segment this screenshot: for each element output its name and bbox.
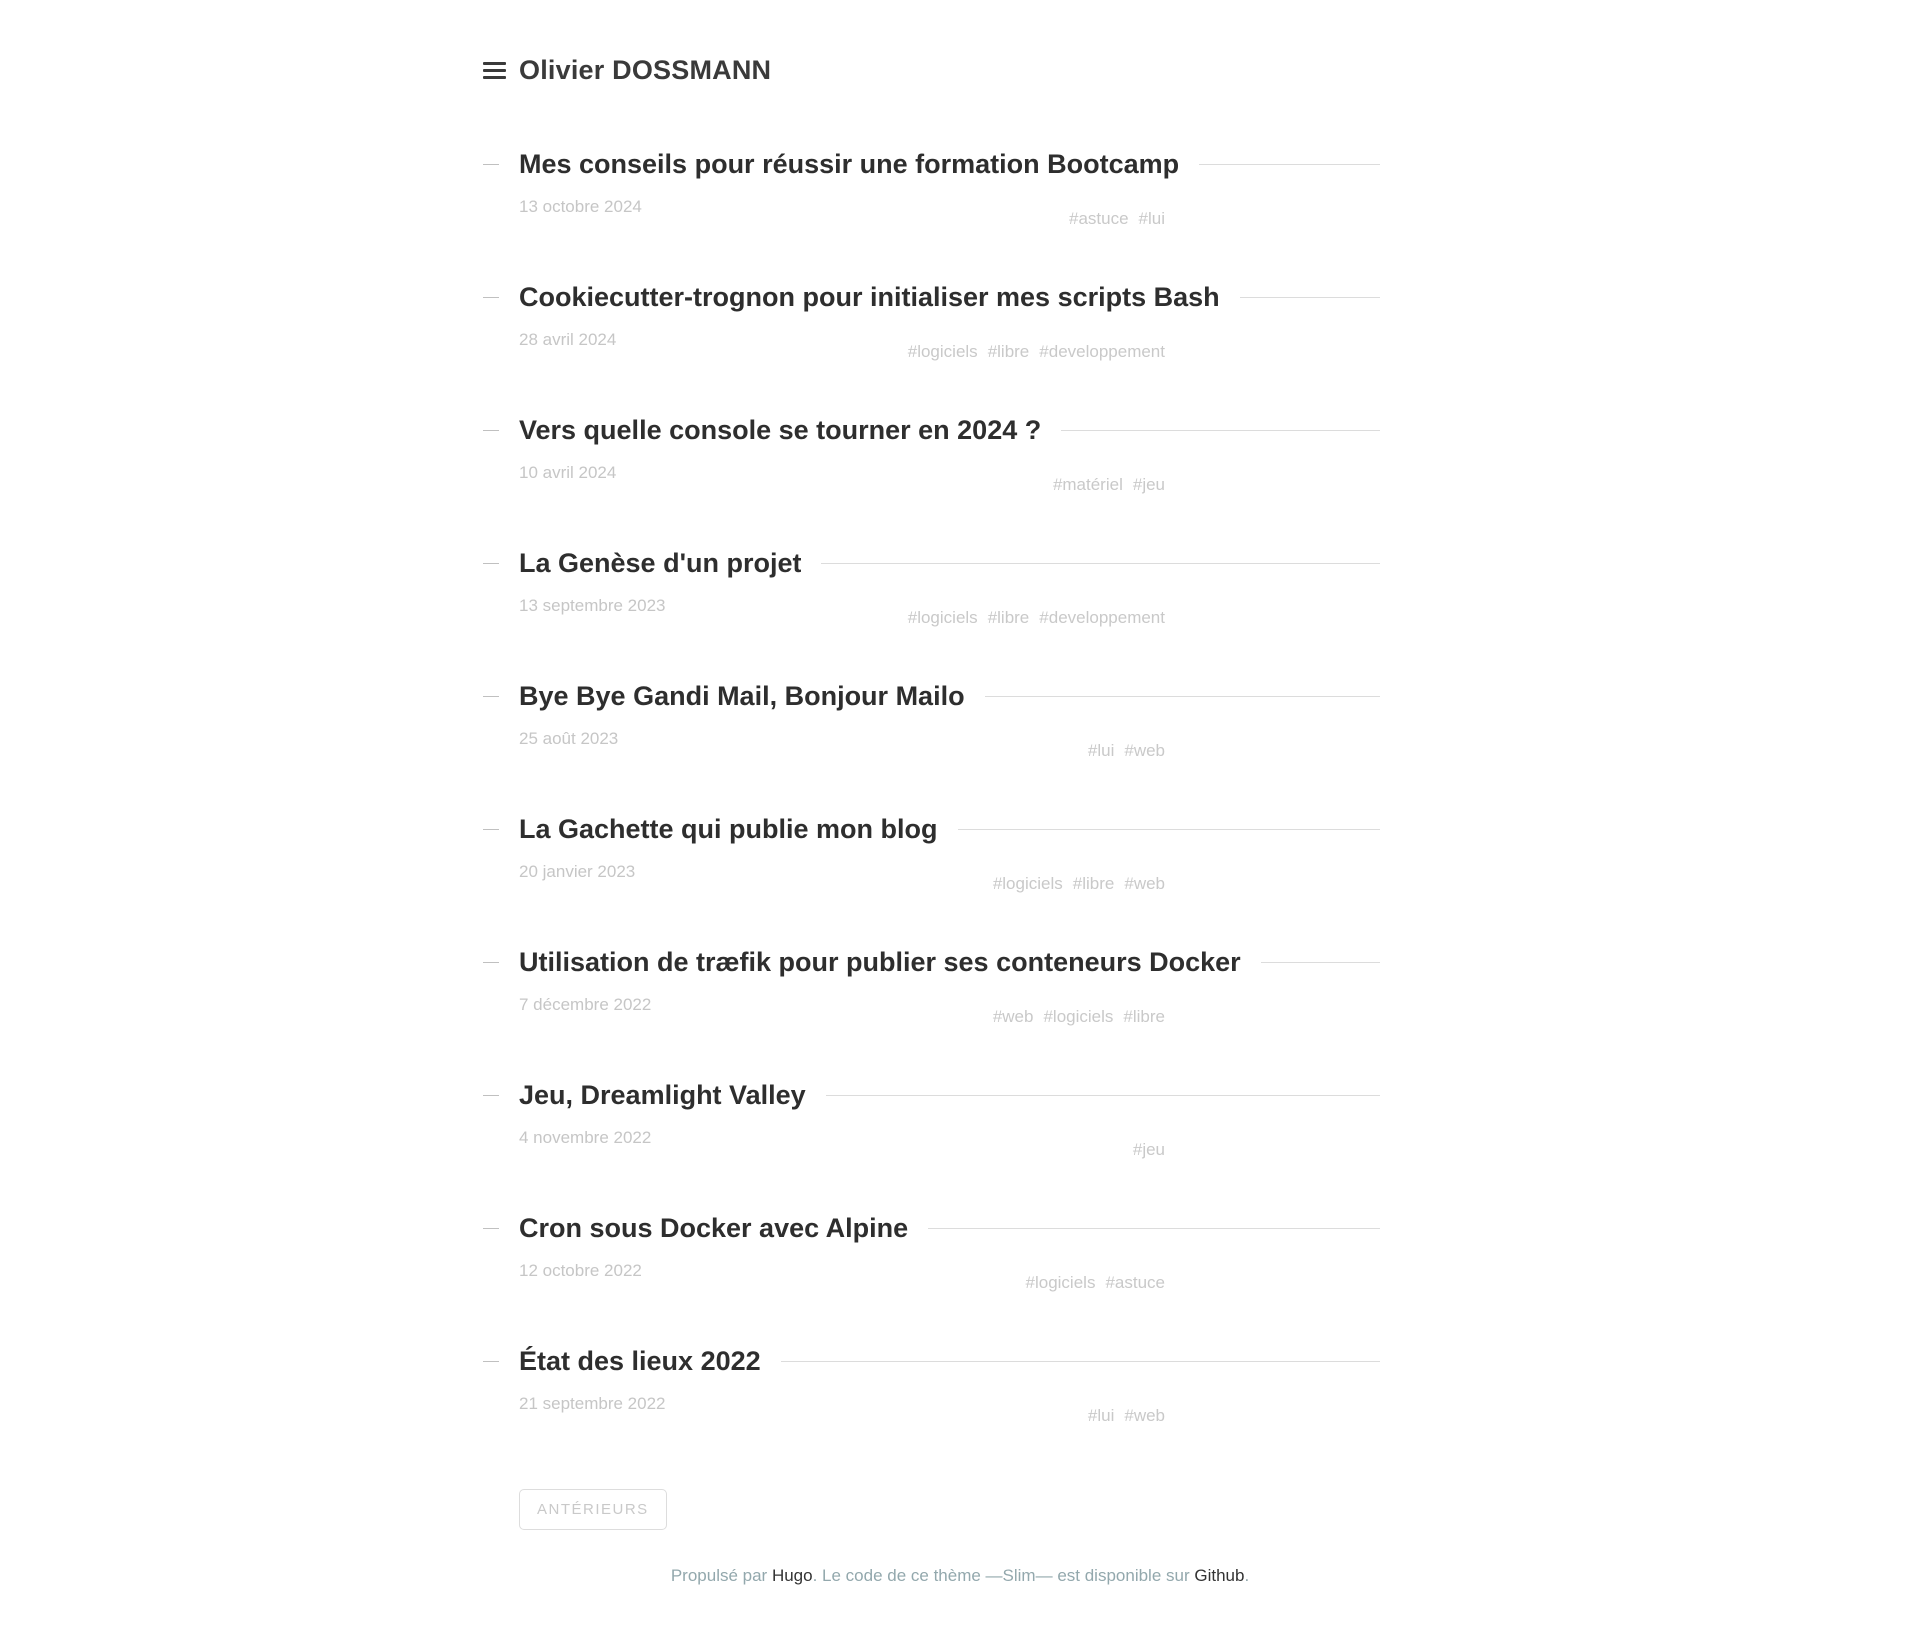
tag-link[interactable]: #lui — [1087, 741, 1115, 760]
post-meta — [519, 196, 1380, 230]
post-tags — [1088, 1405, 1380, 1427]
tag-link[interactable]: #developpement — [1039, 342, 1165, 361]
tag-link[interactable]: #logiciels — [992, 874, 1063, 893]
post-date: 21 septembre 2022 — [519, 1394, 666, 1413]
post-item — [483, 811, 1380, 895]
post-item — [483, 1343, 1380, 1427]
post-title-link[interactable]: Utilisation de træfik pour publier ses conteneurs Docker — [519, 947, 1241, 977]
post-date: 13 octobre 2024 — [519, 197, 642, 216]
post-tags — [993, 873, 1380, 895]
footer-suffix: . — [1244, 1566, 1250, 1585]
post-meta — [519, 1260, 1380, 1294]
site-title[interactable]: Olivier DOSSMANN — [519, 54, 772, 85]
post-item — [483, 545, 1380, 629]
older-posts-button[interactable]: ANTÉRIEURS — [519, 1489, 667, 1530]
tag-link[interactable]: #logiciels — [907, 342, 978, 361]
github-link[interactable]: Github — [1194, 1566, 1245, 1585]
tag-link[interactable]: #lui — [1087, 1406, 1115, 1425]
post-meta — [519, 462, 1380, 496]
page-container — [483, 0, 1380, 1530]
post-date: 13 septembre 2023 — [519, 596, 666, 615]
post-date: 4 novembre 2022 — [519, 1128, 652, 1147]
post-title-link[interactable]: La Genèse d'un projet — [519, 548, 802, 578]
hugo-link[interactable]: Hugo — [771, 1566, 813, 1585]
post-title-link[interactable]: Cron sous Docker avec Alpine — [519, 1213, 909, 1243]
tag-link[interactable]: #developpement — [1039, 608, 1165, 627]
tag-link[interactable]: #astuce — [1105, 1273, 1165, 1292]
post-meta — [519, 994, 1380, 1028]
site-footer — [0, 1566, 1920, 1606]
post-tags — [1088, 740, 1380, 762]
post-title — [483, 811, 1380, 847]
post-meta — [519, 861, 1380, 895]
tag-link[interactable]: #lui — [1138, 209, 1165, 228]
post-title-link[interactable]: Mes conseils pour réussir une formation Bootcamp — [519, 149, 1180, 179]
post-title — [483, 678, 1380, 714]
pagination — [519, 1489, 1380, 1530]
post-tags — [1026, 1272, 1380, 1294]
tag-link[interactable]: #matériel — [1052, 475, 1123, 494]
post-item — [483, 944, 1380, 1028]
post-date: 28 avril 2024 — [519, 330, 617, 349]
post-title-link[interactable]: Cookiecutter-trognon pour initialiser mes scripts Bash — [519, 282, 1220, 312]
post-date: 25 août 2023 — [519, 729, 619, 748]
post-title-link[interactable]: La Gachette qui publie mon blog — [519, 814, 938, 844]
tag-link[interactable]: #logiciels — [1025, 1273, 1096, 1292]
post-date: 12 octobre 2022 — [519, 1261, 642, 1280]
post-meta — [519, 728, 1380, 762]
post-title — [483, 944, 1380, 980]
post-tags — [1069, 208, 1380, 230]
post-title-link[interactable]: Vers quelle console se tourner en 2024 ? — [519, 415, 1042, 445]
post-title — [483, 1077, 1380, 1113]
post-title — [483, 545, 1380, 581]
post-title-link[interactable]: État des lieux 2022 — [519, 1346, 761, 1376]
tag-link[interactable]: #web — [992, 1007, 1034, 1026]
post-meta — [519, 1127, 1380, 1161]
hamburger-menu-icon[interactable] — [483, 62, 506, 79]
post-item — [483, 1210, 1380, 1294]
site-header — [483, 54, 1380, 86]
post-item — [483, 1077, 1380, 1161]
post-title — [483, 279, 1380, 315]
post-item — [483, 412, 1380, 496]
tag-link[interactable]: #jeu — [1132, 475, 1165, 494]
footer-theme-text: . Le code de ce thème —Slim— est disponible sur — [812, 1566, 1195, 1585]
post-item — [483, 279, 1380, 363]
post-item — [483, 146, 1380, 230]
tag-link[interactable]: #web — [1124, 741, 1165, 760]
post-tags — [993, 1006, 1380, 1028]
post-title — [483, 1210, 1380, 1246]
post-meta — [519, 329, 1380, 363]
post-item — [483, 678, 1380, 762]
post-tags — [1133, 1139, 1380, 1161]
tag-link[interactable]: #libre — [987, 608, 1030, 627]
post-date: 10 avril 2024 — [519, 463, 617, 482]
post-tags — [908, 607, 1380, 629]
post-tags — [908, 341, 1380, 363]
tag-link[interactable]: #logiciels — [1043, 1007, 1114, 1026]
tag-link[interactable]: #libre — [1072, 874, 1115, 893]
tag-link[interactable]: #jeu — [1132, 1140, 1165, 1159]
tag-link[interactable]: #logiciels — [907, 608, 978, 627]
post-title-link[interactable]: Bye Bye Gandi Mail, Bonjour Mailo — [519, 681, 965, 711]
footer-powered-text: Propulsé par — [670, 1566, 772, 1585]
tag-link[interactable]: #astuce — [1068, 209, 1129, 228]
post-meta — [519, 1393, 1380, 1427]
post-tags — [1053, 474, 1380, 496]
tag-link[interactable]: #web — [1124, 874, 1165, 893]
post-title — [483, 412, 1380, 448]
post-title-link[interactable]: Jeu, Dreamlight Valley — [519, 1080, 806, 1110]
post-meta — [519, 595, 1380, 629]
tag-link[interactable]: #libre — [1123, 1007, 1165, 1026]
tag-link[interactable]: #web — [1124, 1406, 1165, 1425]
post-date: 20 janvier 2023 — [519, 862, 636, 881]
post-date: 7 décembre 2022 — [519, 995, 652, 1014]
post-list — [483, 146, 1380, 1427]
tag-link[interactable]: #libre — [987, 342, 1030, 361]
post-title — [483, 1343, 1380, 1379]
post-title — [483, 146, 1380, 182]
